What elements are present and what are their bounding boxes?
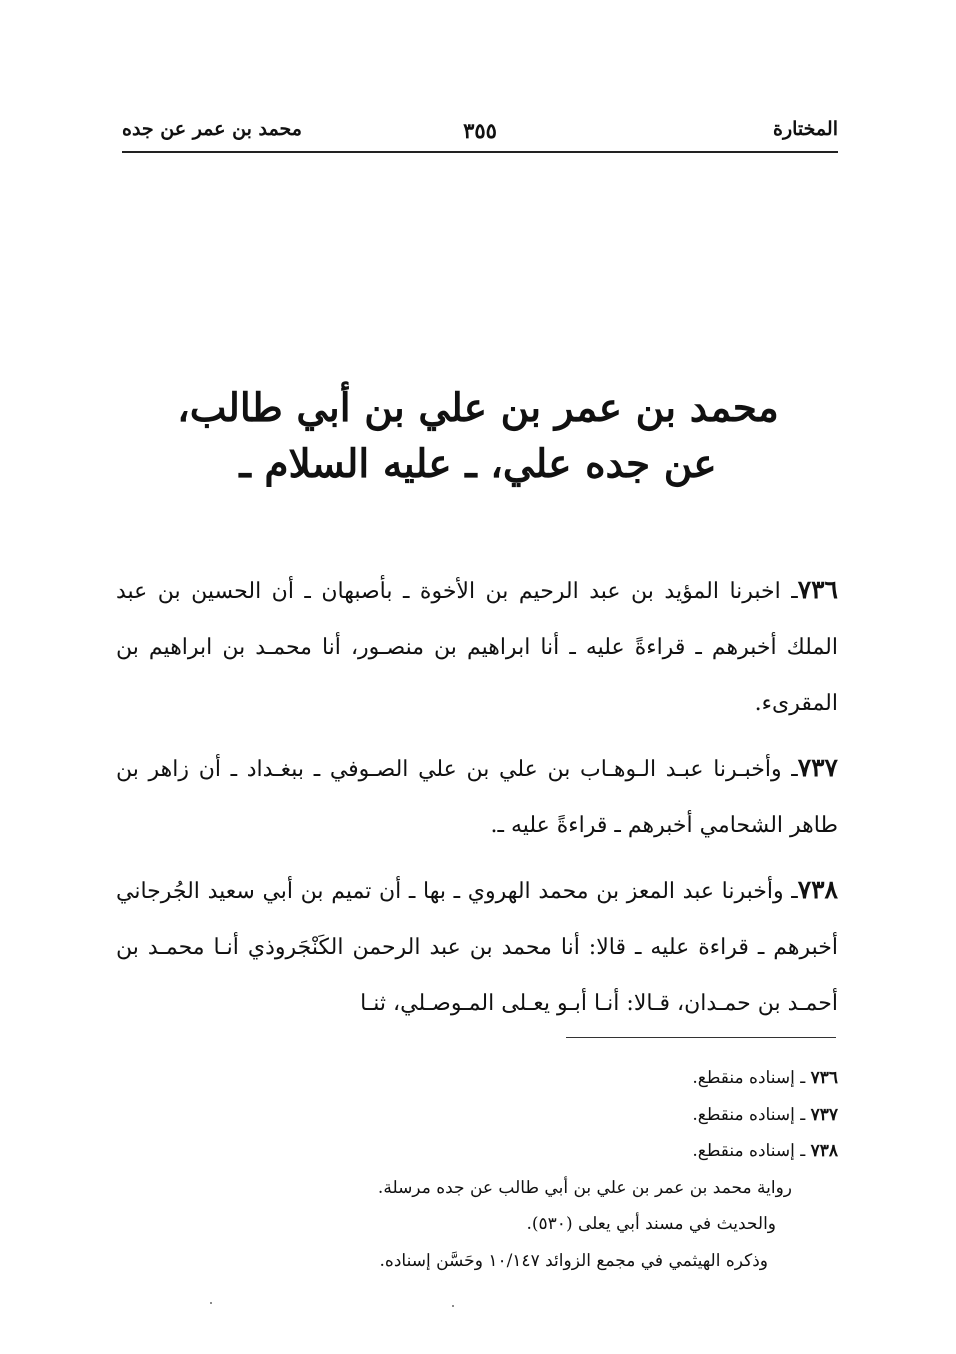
hadith-737: [116, 740, 838, 854]
scan-speck: [210, 1302, 212, 1304]
hadith-736: [116, 562, 838, 732]
chapter-title-line-1: محمد بن عمر بن علي بن أبي طالب،: [177, 385, 779, 431]
footnotes: [260, 1060, 838, 1279]
hadith-738: [116, 862, 838, 1032]
scan-speck: [452, 1305, 454, 1307]
header-section-title: محمد بن عمر عن جده: [122, 118, 302, 140]
header-book-title: المختارة: [773, 118, 838, 140]
running-header: [122, 112, 838, 152]
footnote-text: ـ إسناده منقطع.: [692, 1068, 806, 1088]
footnote-divider: [566, 1037, 836, 1038]
hadith-number: ٧٣٧: [797, 753, 838, 782]
body-text: [116, 562, 838, 1040]
footnote-note-1: رواية محمد بن عمر بن علي بن أبي طالب عن جده مرسلة.: [377, 1177, 792, 1198]
footnote-number: ٧٣٧: [810, 1104, 838, 1125]
footnote-note-3: وذكره الهيثمي في مجمع الزوائد ١٠/١٤٧ وحَسَّن إسناده.: [379, 1250, 768, 1271]
footnote-text: ـ إسناده منقطع.: [692, 1141, 806, 1161]
footnote-note-2: والحديث في مسند أبي يعلى (٥٣٠).: [526, 1214, 776, 1234]
footnote-text: ـ إسناده منقطع.: [692, 1104, 806, 1125]
footnote-738: [260, 1133, 838, 1170]
footnote-736: [260, 1060, 838, 1097]
hadith-number: ٧٣٨: [797, 875, 838, 904]
hadith-number: ٧٣٦: [797, 575, 838, 604]
page-number: ٣٥٥: [463, 118, 497, 143]
chapter-title-line-2: عن جده علي، ـ عليه السلام ـ: [239, 441, 717, 487]
footnote-number: ٧٣٦: [810, 1068, 838, 1088]
hadith-text: ـ وأخبـرنا عبـد الـوهـاب بن علي بن علي الصـوفي ـ ببغـداد ـ أن زاهر بن طاهر الشحامي أخبرهم ـ قراءةً عليه ـ.: [116, 757, 838, 838]
chapter-title: [120, 380, 836, 492]
footnote-737: [260, 1097, 838, 1134]
hadith-text: ـ وأخبرنا عبد المعز بن محمد الهروي ـ بها ـ أن تميم بن أبي سعيد الجُرجاني أخبرهم ـ قراءة عليه ـ قالا: أنا محمد بن عبد الرحمن الكَنْجَروذي أنـا محمـد بن أحمـد بن حمـدان، قـالا: أنـا أبـو يعـلى المـوصـلي، ثنـا: [116, 879, 838, 1016]
header-divider: [122, 151, 838, 153]
footnote-number: ٧٣٨: [810, 1141, 838, 1161]
hadith-text: ـ اخبرنا المؤيد بن عبد الرحيم بن الأخوة ـ بأصبهان ـ أن الحسين بن عبد الملك أخبرهم ـ قراءةً عليه ـ أنا ابراهيم بن منصـور، أنا محمـد بن ابراهيم بن المقرىء.: [116, 579, 838, 716]
